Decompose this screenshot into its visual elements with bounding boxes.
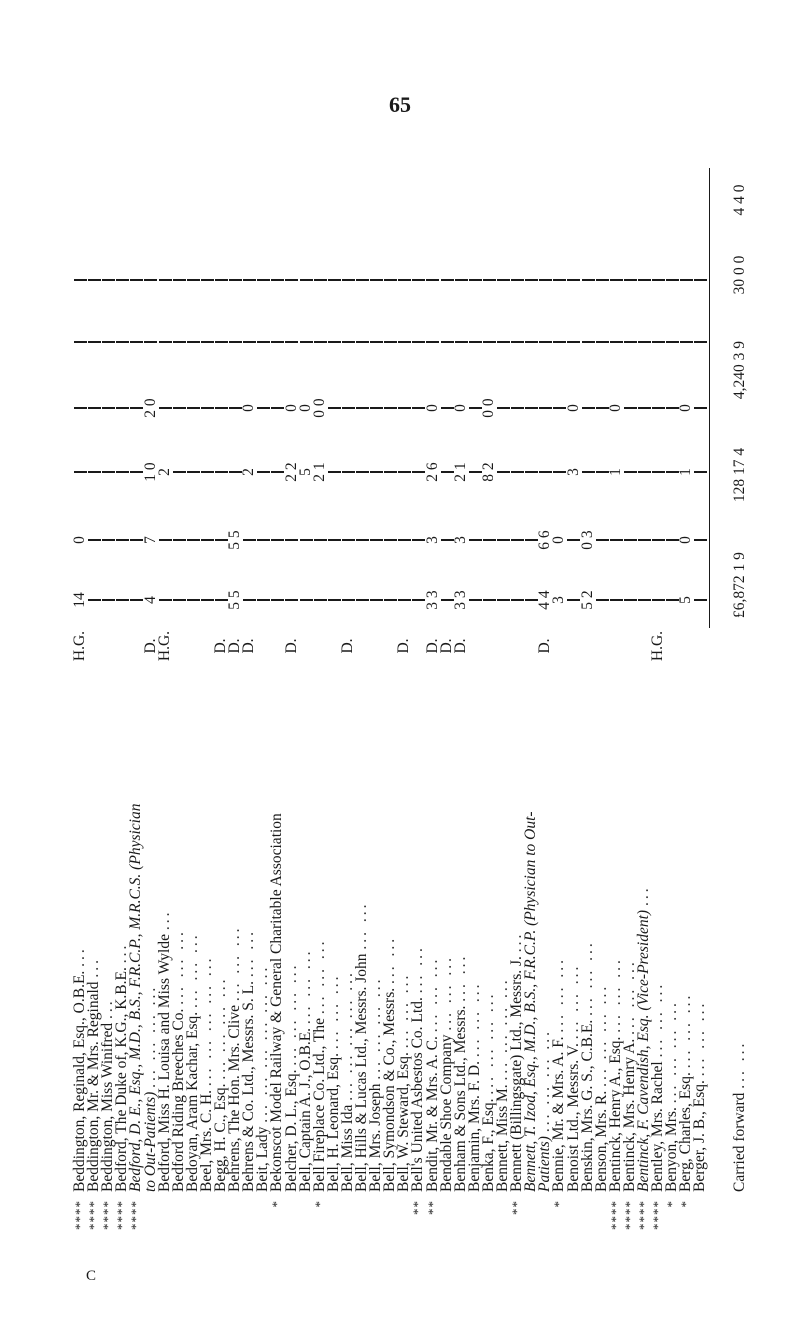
subscriber-name-text: Bedford, Miss H. Louisa and Miss Wylde <box>155 934 173 1192</box>
leader-dots: ... ... ... <box>550 957 568 1033</box>
category-code: D. <box>451 638 469 654</box>
subscriber-name-text: Bedoyan, Aram Kachar, Esq. <box>183 1011 201 1192</box>
subscriber-name-text: Beddington, Mr. & Mrs. Reginald <box>85 981 103 1192</box>
subscriber-name-text: Behrens & Co. Ltd., Messrs. S. L. <box>240 981 258 1192</box>
leader-dots: ... ... ... <box>677 992 695 1069</box>
amount-c2: 0 3 <box>578 530 596 550</box>
empty-entry-rule <box>694 279 707 281</box>
amount-c1: 5 <box>677 596 695 604</box>
leader-dots: ... ... ... <box>564 963 582 1040</box>
subscriber-name-text: Benskin, Mrs. G. S., C.B.E. <box>578 1019 596 1192</box>
amount-c1: 4 4 <box>536 590 554 610</box>
subscriber-name-text: Bell, W. Steward, Esq. <box>395 1052 413 1192</box>
amount-c2: 6 6 <box>536 530 554 550</box>
empty-entry-rule <box>694 539 707 541</box>
patron-stars: * <box>269 1200 285 1208</box>
subscriber-name-text: Bentley, Mrs. Rachel <box>649 1061 667 1192</box>
subscriber-name-text: Bendable Shoe Company <box>437 1034 455 1192</box>
subscriber-name-text: Benson, Mrs. R. <box>592 1090 610 1192</box>
carried-forward-label <box>731 1041 749 1192</box>
amount-c3: 2 1 <box>451 462 469 482</box>
leader-dots: ... <box>99 998 117 1019</box>
patron-stars: **** <box>72 1200 87 1230</box>
leader-dots: ... ... ... ... <box>663 1000 681 1104</box>
leader-dots: ... ... ... ... <box>282 962 300 1066</box>
amount-c1: 5 2 <box>578 590 596 610</box>
category-code: D. <box>536 638 554 654</box>
leader-dots: ... ... <box>353 901 370 950</box>
leader-dots: ... <box>155 909 173 931</box>
leader-dots: ... <box>71 946 88 967</box>
amount-c1: 4 <box>141 596 159 604</box>
empty-entry-rule <box>694 341 707 343</box>
amount-c1: 14 <box>71 592 88 608</box>
amount-c4: 0 <box>282 404 300 412</box>
leader-dots: ... ... ... ... <box>141 984 159 1088</box>
leader-dots: ... <box>113 942 131 964</box>
leader-dots: ... ... ... ... <box>212 976 229 1080</box>
patron-stars: * <box>678 1200 694 1208</box>
leader-dots: ... ... <box>451 953 469 1002</box>
category-code: H.G. <box>649 630 667 662</box>
leader-dots: ... ... ... ... <box>494 977 511 1081</box>
leader-dots: ... ... <box>409 945 427 994</box>
amount-c4: 0 <box>296 404 314 412</box>
patron-stars: **** <box>128 1200 144 1230</box>
leader-dots: ... ... <box>240 929 258 978</box>
amount-c1: 3 3 <box>423 590 441 610</box>
category-code: D. <box>338 638 356 654</box>
subscriber-name-text: Bell Fireplace Co. Ltd., The <box>310 1017 328 1192</box>
page-number: 65 <box>389 92 411 117</box>
subscriber-name-text: Bennett, T. Izod, Esq., M.D., B.S., F.R.C.P. (Physician to Out- <box>522 811 540 1192</box>
subscriber-name-text: Benyon, Mrs. <box>663 1107 681 1192</box>
subscriber-name-text: Benka, F., Esq. <box>479 1098 497 1192</box>
carried-forward-dots: ... ... <box>731 1040 748 1089</box>
subscriber-name-text: Bell, Hills & Lucas Ltd., Messrs. John <box>353 953 370 1192</box>
patron-stars: ** <box>509 1200 525 1215</box>
amount-c1 <box>691 580 708 620</box>
leader-dots: ... ... ... <box>226 925 244 1002</box>
amount-c3: 2 1 <box>310 462 328 482</box>
margin-letter: C <box>86 1268 97 1284</box>
amount-c3: 2 2 <box>282 462 300 482</box>
amount-c4: 0 0 <box>310 398 328 418</box>
subscriber-name-text: Bedford, D. E., Esq., M.D., B.S., F.R.C.P., M.R.C.S. (Physician <box>127 803 145 1192</box>
leader-dots: ... ... ... <box>423 956 441 1033</box>
amount-c4: 0 <box>423 404 441 412</box>
amount-c2: 7 <box>141 536 159 544</box>
amount-c4: 0 <box>677 404 695 412</box>
patron-stars: **** <box>86 1200 102 1230</box>
total-pence: 9 <box>731 552 748 560</box>
leader-dots: ... ... <box>381 935 399 985</box>
subscriber-name-text: Berg, Charles, Esq. <box>677 1072 695 1192</box>
amount-c2: 3 <box>423 536 441 544</box>
subscriber-name-text: Bentinck, Mrs. Henry A. <box>620 1038 638 1192</box>
patron-stars: **** <box>621 1200 637 1230</box>
leader-dots: ... ... ... <box>578 940 596 1016</box>
patron-stars: **** <box>650 1200 666 1230</box>
patron-stars: ** <box>410 1200 426 1215</box>
leader-dots: ... ... ... <box>324 973 342 1050</box>
amount-c1: 3 <box>550 596 568 604</box>
amount-c2: 3 <box>451 536 469 544</box>
subscriber-name <box>691 672 708 1192</box>
leader-dots: ... ... ... ... ... <box>197 955 215 1087</box>
patron-stars: **** <box>636 1200 651 1230</box>
total-rule <box>709 168 710 628</box>
amount-c4: 0 <box>240 404 258 412</box>
category-code: D. <box>212 638 229 654</box>
amount-c4: 2 0 <box>141 398 159 418</box>
leader-dots: ... <box>635 885 652 907</box>
amount-c2 <box>691 520 708 560</box>
patron-stars: * <box>551 1200 567 1208</box>
amount-c2: 0 <box>677 536 695 544</box>
subscriber-name-text: Benham & Sons Ltd., Messrs. <box>451 1005 469 1192</box>
amount-c6 <box>691 260 708 300</box>
empty-entry-rule <box>694 599 707 601</box>
leader-dots: ... ... ... <box>296 948 314 1025</box>
leader-dots: ... ... ... ... <box>592 983 610 1087</box>
category-code: H.G. <box>155 630 173 662</box>
leader-dots: ... ... ... <box>649 981 667 1058</box>
leader-dots: ... ... ... ... ... <box>338 970 356 1101</box>
subscription-ledger <box>55 100 775 1240</box>
patron-stars: **** <box>114 1200 130 1230</box>
amount-c2: 5 5 <box>226 530 244 550</box>
total-column-4: 30 0 0 <box>731 255 748 295</box>
patron-stars: ** <box>424 1200 440 1215</box>
amount-c3: 5 <box>296 468 314 476</box>
ledger-row <box>691 100 708 1240</box>
subscriber-name-text: Bennie, Mr. & Mrs. A. F. <box>550 1036 568 1192</box>
leader-dots: ... ... ... <box>169 929 187 1005</box>
category-code: D. <box>282 638 300 654</box>
subscriber-name-text: Beddington, Reginald, Esq., O.B.E. <box>71 970 88 1192</box>
total-amount <box>731 530 749 640</box>
total-column-5: 4 4 0 <box>731 184 748 216</box>
amount-c1: 3 3 <box>451 590 469 610</box>
total-column-3: 4,240 3 9 <box>731 340 748 400</box>
amount-c4: 0 <box>606 404 624 412</box>
empty-entry-rule <box>694 407 707 409</box>
subscriber-name-text: Bedford Riding Breeches Co. <box>169 1008 187 1192</box>
amount-c3: 2 <box>155 468 173 476</box>
amount-c4: 0 <box>564 404 582 412</box>
amount-c4 <box>691 388 708 428</box>
subscriber-name-text: Bell's United Asbestos Co. Ltd. <box>409 997 427 1192</box>
category-code: D. <box>141 638 159 654</box>
subscriber-name-text: Bedford, The Duke of, K.G., K.B.E. <box>113 967 131 1192</box>
leader-dots: ... ... ... <box>620 959 638 1035</box>
leader-dots: ... ... ... <box>437 954 455 1031</box>
category-code: D. <box>226 638 244 654</box>
total-pounds: £6,872 <box>731 575 748 618</box>
subscriber-name-text: Belcher, D. L., Esq. <box>282 1069 300 1192</box>
amount-c2: 0 <box>550 536 568 544</box>
subscriber-name-text: Bell, Captain A. J., O.B.E. <box>296 1027 314 1192</box>
carried-forward-text: Carried forward <box>731 1092 748 1192</box>
subscriber-name-text: to Out-Patients) <box>141 1091 159 1192</box>
leader-dots: ... ... ... ... ... ... <box>254 964 272 1123</box>
subscriber-name-text: Bendit, Mr. & Mrs. A. C. <box>423 1036 441 1192</box>
subscriber-name-text: Beddington, Miss Winifred <box>99 1022 117 1192</box>
category-code: D. <box>395 638 413 654</box>
subscriber-name-text: Bekonscot Model Railway & General Charitable Association <box>268 813 286 1192</box>
amount-c3: 2 6 <box>423 462 441 482</box>
leader-dots: ... ... ... ... <box>536 1029 554 1133</box>
leader-dots: ... ... ... <box>691 1000 709 1077</box>
amount-c3: 1 0 <box>141 462 159 482</box>
subscriber-name-text: Benjamin, Mrs. F. D. <box>465 1061 483 1192</box>
amount-c3 <box>691 452 708 492</box>
patron-stars: **** <box>607 1200 623 1230</box>
subscriber-name-text: Bentinck, Henry A., Esq. <box>606 1036 624 1192</box>
subscriber-name-text: Behrens, The Hon. Mrs. Clive <box>226 1005 244 1192</box>
amount-c3: 1 <box>677 468 695 476</box>
subscriber-name-text: Bell, Mrs. Joseph <box>367 1083 385 1192</box>
amount-c3: 2 <box>240 468 258 476</box>
subscriber-name-text: Bennett, Miss M. <box>494 1084 511 1192</box>
category-code: D. <box>240 638 258 654</box>
category-code: D. <box>437 638 455 654</box>
subscriber-name-text: Berger, J. B., Esq. <box>691 1080 709 1192</box>
amount-c4: 0 <box>451 404 469 412</box>
amount-c1: 5 5 <box>226 590 244 610</box>
total-shillings: 1 <box>731 563 748 572</box>
amount-c3: 3 <box>564 468 582 476</box>
category-code: D. <box>423 638 441 654</box>
leader-dots: ... <box>508 931 526 953</box>
leader-dots: ... ... ... <box>183 932 201 1008</box>
subscriber-name-text: Bell, H. Leonard, Esq. <box>324 1052 342 1192</box>
amount-c4: 0 0 <box>479 398 497 418</box>
amount-c3: 1 <box>606 468 624 476</box>
patron-stars: * <box>664 1200 680 1208</box>
category-code: H.G. <box>71 630 88 662</box>
subscriber-name-text: Bennett (Billingsgate) Ltd., Messrs. J. <box>508 956 526 1192</box>
subscriber-name-text: Begg, H. C., Esq. <box>212 1083 229 1192</box>
leader-dots: ... ... ... <box>465 981 483 1058</box>
subscriber-name-text: Benoist Ltd., Messrs. V. <box>564 1043 582 1192</box>
leader-dots: ... ... ... ... <box>479 991 497 1095</box>
subscriber-name-text: Bell, Miss Ida <box>338 1104 356 1192</box>
leader-dots: ... ... ... <box>395 972 413 1049</box>
amount-c2: 0 <box>71 536 88 544</box>
patron-stars: **** <box>100 1200 116 1230</box>
subscriber-name-text: Bell, Symondson & Co., Messrs. <box>381 987 399 1192</box>
subscriber-name-text: Beit, Lady <box>254 1126 272 1192</box>
subscriber-name-text: Beel, Mrs. C. H. <box>197 1089 215 1192</box>
leader-dots: ... ... ... <box>310 938 328 1015</box>
empty-entry-rule <box>694 471 707 473</box>
leader-dots: ... ... ... <box>606 957 624 1033</box>
subscriber-name-text: Patients) <box>536 1136 554 1192</box>
patron-stars: * <box>311 1200 327 1208</box>
leader-dots: ... <box>85 956 103 978</box>
amount-c5 <box>691 322 708 362</box>
amount-c3: 8 2 <box>479 462 497 482</box>
subscriber-name-text: Bentinck, F. Cavendish, Esq. (Vice-President) <box>635 909 652 1192</box>
total-column-2: 128 17 4 <box>731 447 748 503</box>
leader-dots: ... ... ... ... <box>367 976 385 1080</box>
